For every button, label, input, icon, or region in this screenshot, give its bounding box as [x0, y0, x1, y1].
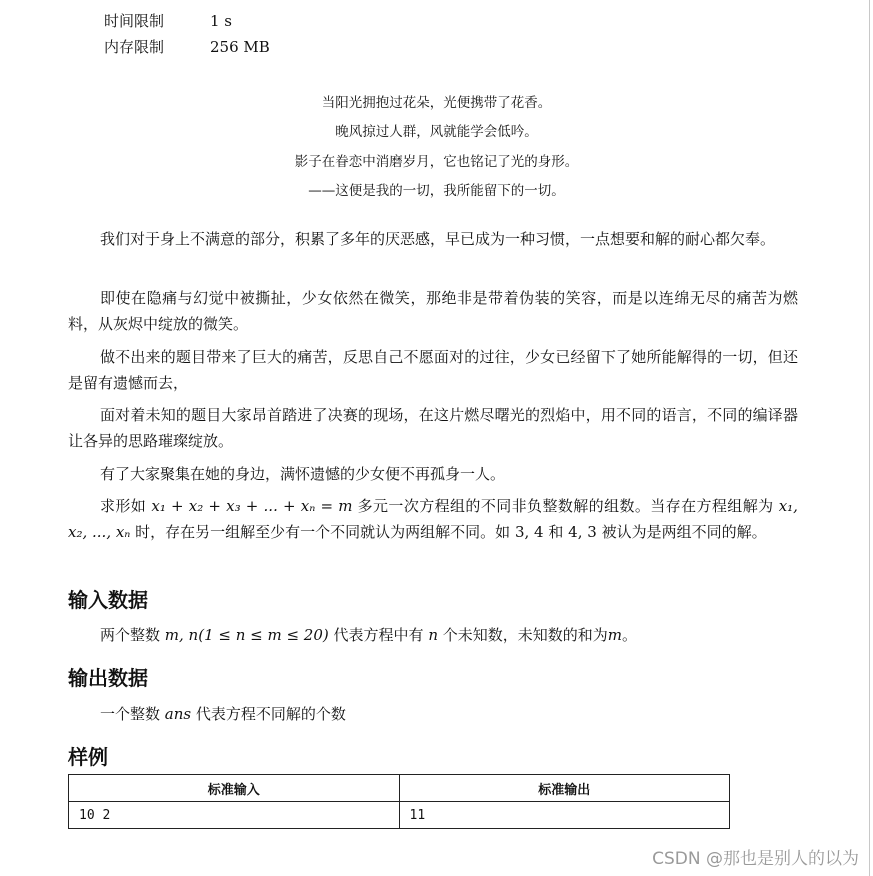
problem-vars: x₁, x₂, ..., xₙ — [68, 497, 798, 541]
output-ans: ans — [164, 705, 192, 723]
problem-example-1: 3, 4 — [514, 523, 544, 541]
sample-heading: 样例 — [68, 745, 108, 769]
input-text-1: 两个整数 — [100, 626, 161, 644]
poem-line-2: 晚风掠过人群，风就能学会低吟。 — [335, 124, 538, 140]
sample-header-row — [69, 775, 730, 802]
problem-statement — [68, 493, 798, 545]
sample-input-cell: 10 2 — [69, 802, 400, 829]
problem-equation: x₁ + x₂ + x₃ + ... + xₙ = m — [151, 497, 353, 515]
problem-text-1: 求形如 — [100, 497, 147, 515]
input-description — [100, 622, 637, 648]
input-text-2: 代表方程中有 — [333, 626, 424, 644]
time-limit-row — [104, 10, 232, 31]
time-limit-value: 1 s — [210, 12, 233, 30]
input-text-3: 个未知数，未知数的和为 — [442, 626, 608, 644]
problem-text-3: 时，存在另一组解至少有一个不同就认为两组解不同。如 — [135, 523, 511, 541]
sample-output-cell: 11 — [399, 802, 730, 829]
sample-output-header: 标准输出 — [399, 775, 730, 802]
story-paragraph-1: 我们对于身上不满意的部分，积累了多年的厌恶感，早已成为一种习惯，一点想要和解的耐心都欠奉。 — [100, 230, 776, 248]
poem-line-1: 当阳光拥抱过花朵，光便携带了花香。 — [321, 95, 552, 111]
story-paragraph-2: 即使在隐痛与幻觉中被撕扯，少女依然在微笑，那绝非是带着伪装的笑容，而是以连绵无尽的痛苦为燃料，从灰烬中绽放的微笑。 — [68, 289, 798, 333]
input-m: m — [607, 626, 623, 644]
input-n: n — [428, 626, 438, 644]
input-text-4: 。 — [622, 626, 638, 644]
sample-input-header: 标准输入 — [69, 775, 400, 802]
problem-text-4: 被认为是两组不同的解。 — [601, 523, 767, 541]
poem-line-3: 影子在眷恋中消磨岁月，它也铭记了光的身形。 — [294, 154, 579, 170]
problem-example-2: 4, 3 — [568, 523, 597, 541]
output-heading: 输出数据 — [68, 666, 148, 690]
input-heading: 输入数据 — [68, 588, 148, 612]
story-paragraph-5: 有了大家聚集在她的身边，满怀遗憾的少女便不再孤身一人。 — [100, 465, 506, 483]
output-text-2: 代表方程不同解的个数 — [195, 705, 346, 723]
poem-line-4: ——这便是我的一切，我所能留下的一切。 — [308, 183, 565, 199]
sample-row — [69, 802, 730, 829]
sample-table — [68, 774, 730, 829]
input-math: m, n(1 ≤ n ≤ m ≤ 20) — [164, 626, 329, 644]
watermark: CSDN @那也是别人的以为 — [652, 849, 859, 869]
output-description — [100, 701, 346, 727]
problem-text-2: 多元一次方程组的不同非负整数解的组数。当存在方程组解为 — [357, 497, 774, 515]
memory-limit-label: 内存限制 — [104, 38, 165, 56]
story-paragraph-4: 面对着未知的题目大家昂首踏进了决赛的现场，在这片燃尽曙光的烈焰中，用不同的语言，不同的编译器让各异的思路璀璨绽放。 — [68, 406, 798, 450]
memory-limit-value: 256 MB — [210, 38, 270, 56]
story-paragraph-3: 做不出来的题目带来了巨大的痛苦，反思自己不愿面对的过往，少女已经留下了她所能解得的一切，但还是留有遗憾而去， — [68, 348, 798, 392]
time-limit-label: 时间限制 — [104, 12, 165, 30]
output-text-1: 一个整数 — [100, 705, 161, 723]
problem-and: 和 — [548, 523, 564, 541]
memory-limit-row — [104, 36, 270, 57]
